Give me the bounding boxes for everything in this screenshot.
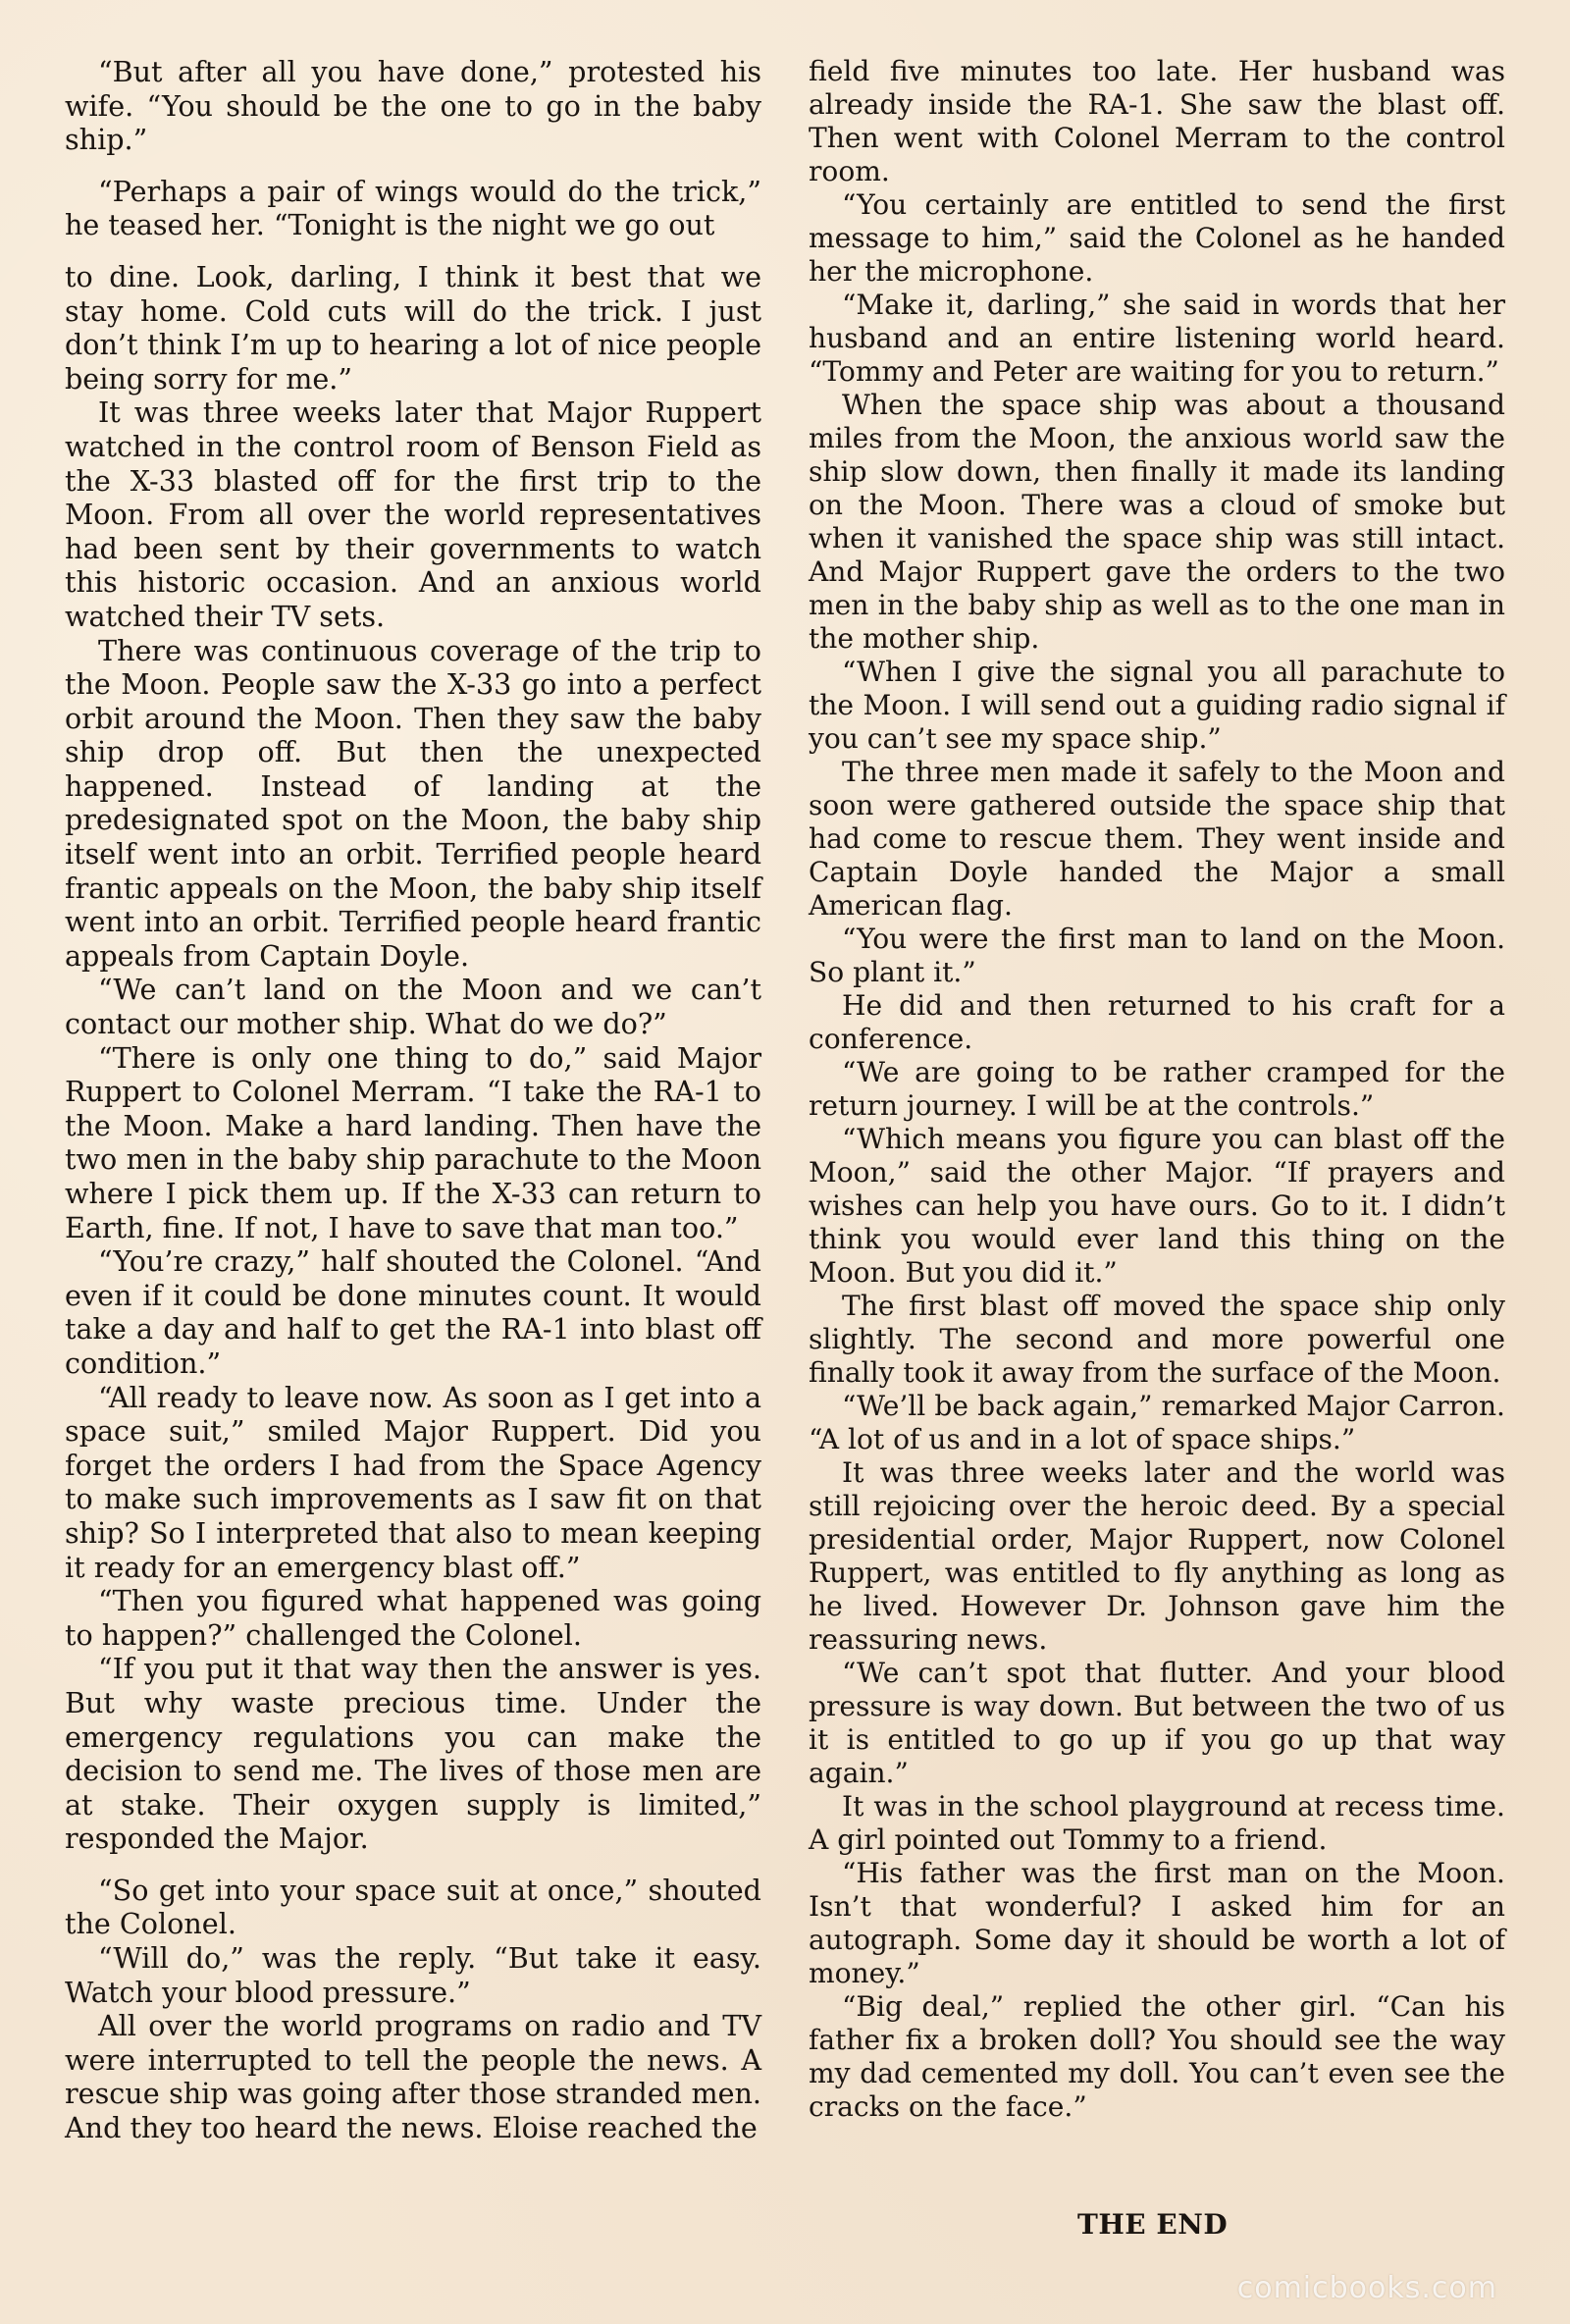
paragraph: “All ready to leave now. As soon as I get into a space suit,” smiled Major Ruppert. Did you forget the orders I had from the Space Agency to make such improvements as I saw fit on that ship? So I interpreted that also to mean keeping it ready for an emergency blast off.”: [65, 1380, 761, 1584]
paragraph: It was three weeks later and the world was still rejoicing over the heroic deed. By a special presidential order, Major Ruppert, now Colonel Ruppert, was entitled to fly anything as long as he lived. However Dr. Johnson gave him the reassuring news.: [809, 1456, 1505, 1656]
paragraph: It was in the school playground at recess time. A girl pointed out Tommy to a friend.: [809, 1790, 1505, 1856]
paragraph: “Which means you figure you can blast off the Moon,” said the other Major. “If prayers and wishes can help you have ours. Go to it. I didn’t think you would ever land this thing on the Moon. But you did it.”: [809, 1123, 1505, 1289]
paragraph: “We can’t spot that flutter. And your blood pressure is way down. But between the two of us it is entitled to go up if you go up that way again.”: [809, 1657, 1505, 1789]
paragraph: There was continuous coverage of the trip to the Moon. People saw the X-33 go into a perfect orbit around the Moon. Then they saw the baby ship drop off. But then the unexpected happened. Instead of landing at the predesignated spot on the Moon, the baby ship itself went into an orbit. Terrified people heard frantic appeals on the Moon, the baby ship itself went into an orbit. Terrified people heard frantic appeals from Captain Doyle.: [65, 633, 761, 973]
paragraph: “You’re crazy,” half shouted the Colonel. “And even if it could be done minutes count. It would take a day and half to get the RA-1 into blast off condition.”: [65, 1244, 761, 1380]
paragraph: “Big deal,” replied the other girl. “Can his father fix a broken doll? You should see the way my dad cemented my doll. You can’t even see the cracks on the face.”: [809, 1990, 1505, 2123]
site-watermark: comicbooks.com: [1236, 2271, 1497, 2305]
left-text-column: [65, 55, 761, 2145]
paragraph: “But after all you have done,” protested his wife. “You should be the one to go in the baby ship.”: [65, 55, 761, 157]
right-text-column: [809, 55, 1505, 2124]
paragraph: “Perhaps a pair of wings would do the trick,” he teased her. “Tonight is the night we go out: [65, 174, 761, 242]
paragraph: “So get into your space suit at once,” shouted the Colonel.: [65, 1873, 761, 1941]
paragraph: He did and then returned to his craft for a conference.: [809, 989, 1505, 1055]
paragraph: The three men made it safely to the Moon and soon were gathered outside the space ship that had come to rescue them. They went inside and Captain Doyle handed the Major a small American flag.: [809, 756, 1505, 922]
paragraph: “Then you figured what happened was going to happen?” challenged the Colonel.: [65, 1584, 761, 1652]
the-end-mark: THE END: [1077, 2208, 1229, 2241]
paragraph: It was three weeks later that Major Ruppert watched in the control room of Benson Field as the X-33 blasted off for the first trip to the Moon. From all over the world representatives had been sent by their governments to watch this historic occasion. And an anxious world watched their TV sets.: [65, 396, 761, 633]
paragraph: “Will do,” was the reply. “But take it easy. Watch your blood pressure.”: [65, 1941, 761, 2009]
paragraph: “You certainly are entitled to send the first message to him,” said the Colonel as he handed her the microphone.: [809, 188, 1505, 288]
paragraph: “There is only one thing to do,” said Major Ruppert to Colonel Merram. “I take the RA-1 to the Moon. Make a hard landing. Then have the two men in the baby ship parachute to the Moon where I pick them up. If the X-33 can return to Earth, fine. If not, I have to save that man too.”: [65, 1040, 761, 1244]
paragraph: “When I give the signal you all parachute to the Moon. I will send out a guiding radio signal if you can’t see my space ship.”: [809, 656, 1505, 755]
paragraph: “You were the first man to land on the Moon. So plant it.”: [809, 923, 1505, 988]
paragraph: “We’ll be back again,” remarked Major Carron. “A lot of us and in a lot of space ships.”: [809, 1390, 1505, 1455]
paragraph: When the space ship was about a thousand miles from the Moon, the anxious world saw the ship slow down, then finally it made its landing on the Moon. There was a cloud of smoke but when it vanished the space ship was still intact. And Major Ruppert gave the orders to the two men in the baby ship as well as to the one man in the mother ship.: [809, 389, 1505, 655]
paragraph: “Make it, darling,” she said in words that her husband and an entire listening world heard. “Tommy and Peter are waiting for you to return.”: [809, 289, 1505, 388]
paragraph: All over the world programs on radio and TV were interrupted to tell the people the news. A rescue ship was going after those stranded men. And they too heard the news. Eloise reached the: [65, 2009, 761, 2145]
paragraph: “If you put it that way then the answer is yes. But why waste precious time. Under the emergency regulations you can make the decision to send me. The lives of those men are at stake. Their oxygen supply is limited,” responded the Major.: [65, 1652, 761, 1856]
paragraph: “We are going to be rather cramped for the return journey. I will be at the controls.”: [809, 1056, 1505, 1122]
paragraph: “His father was the first man on the Moon. Isn’t that wonderful? I asked him for an autograph. Some day it should be worth a lot of money.”: [809, 1857, 1505, 1989]
paragraph: The first blast off moved the space ship only slightly. The second and more powerful one finally took it away from the surface of the Moon.: [809, 1290, 1505, 1389]
paragraph: to dine. Look, darling, I think it best that we stay home. Cold cuts will do the trick. I just don’t think I’m up to hearing a lot of nice people being sorry for me.”: [65, 259, 761, 396]
paragraph: field five minutes too late. Her husband was already inside the RA-1. She saw the blast off. Then went with Colonel Merram to the control room.: [809, 55, 1505, 187]
paragraph: “We can’t land on the Moon and we can’t contact our mother ship. What do we do?”: [65, 973, 761, 1041]
